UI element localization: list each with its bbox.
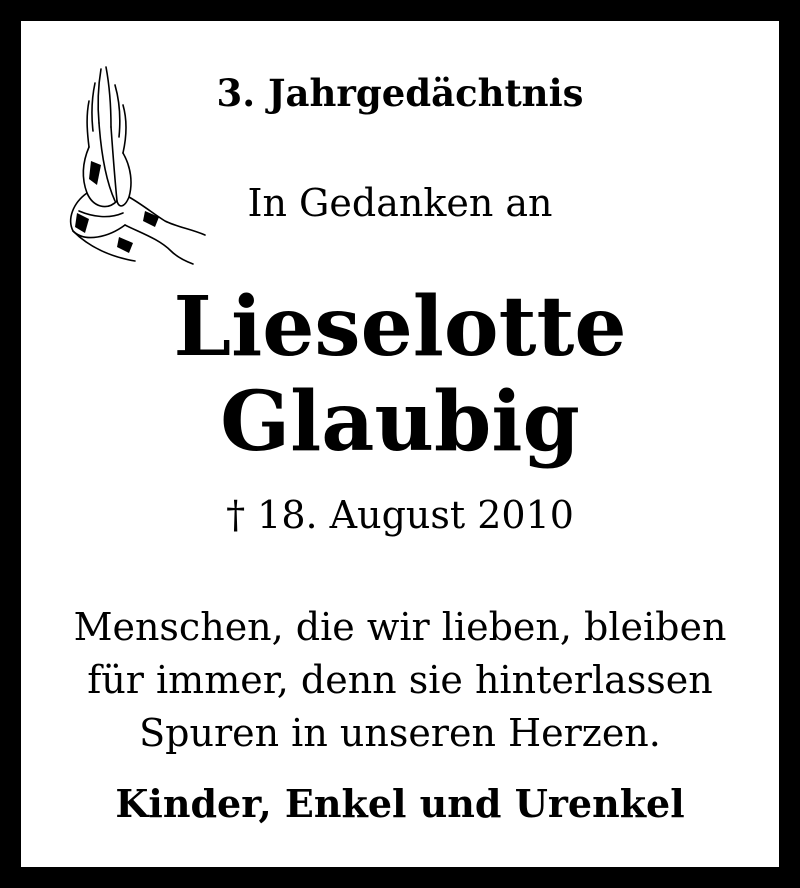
notice-panel: [21, 21, 779, 867]
verse-line: Spuren in unseren Herzen.: [139, 711, 661, 755]
signature: Kinder, Enkel und Urenkel: [115, 781, 685, 826]
verse-line: Menschen, die wir lieben, bleiben: [73, 605, 727, 649]
memorial-verse: [21, 601, 779, 760]
verse-line: für immer, denn sie hinterlassen: [87, 658, 713, 702]
in-memory-text: In Gedanken an: [247, 181, 553, 225]
death-date: † 18. August 2010: [226, 493, 574, 537]
anniversary-heading: 3. Jahrgedächtnis: [216, 71, 584, 115]
deceased-last-name: Glaubig: [220, 374, 580, 470]
deceased-first-name: Lieselotte: [173, 279, 627, 375]
